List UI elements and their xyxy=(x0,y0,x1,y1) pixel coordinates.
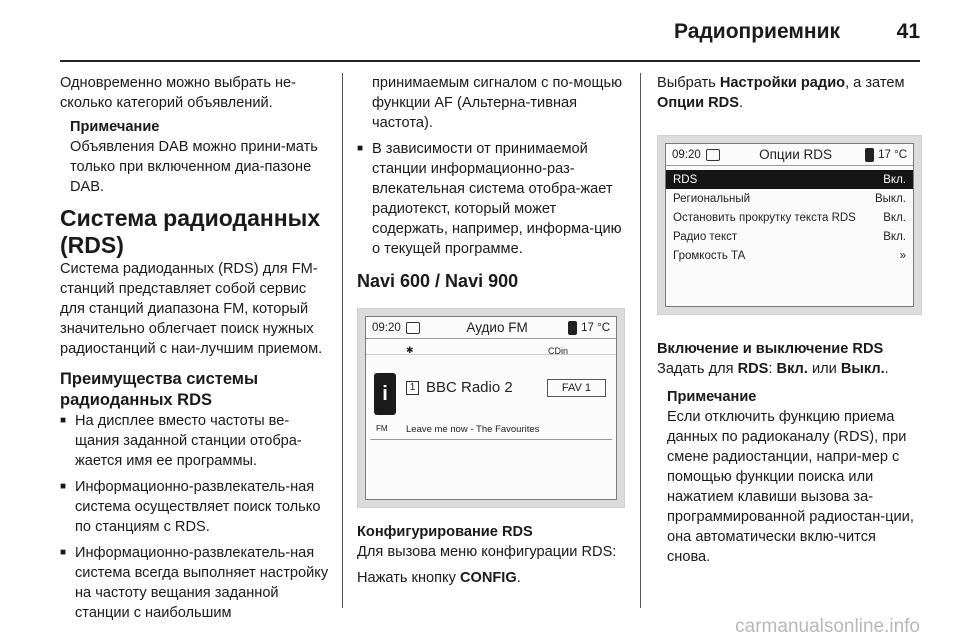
temperature: 17 °C xyxy=(581,321,610,334)
config-key: CONFIG xyxy=(459,570,517,586)
header-rule xyxy=(60,60,920,62)
set-instruction: Задать для RDS: Вкл. или Выкл.. xyxy=(657,361,889,377)
watermark: carmanualsonline.info xyxy=(735,616,920,637)
phone-icon xyxy=(865,148,874,162)
note-text: Объявления DAB можно прини-мать только при включенном диа-пазоне DAB. xyxy=(70,139,318,195)
nav-icon xyxy=(706,149,720,161)
source-label: CDin xyxy=(547,346,568,356)
list-item: ■ Информационно-развлекатель-ная система всегда выполняет настройку на частоту вещания заданной станции с наибольшим xyxy=(60,543,330,623)
page-title: Радиоприемник xyxy=(674,20,840,43)
rds-options-list xyxy=(666,166,913,265)
column-divider xyxy=(342,73,343,608)
list-item[interactable]: Региональный Выкл. xyxy=(673,192,906,205)
note xyxy=(70,117,330,197)
clock: 09:20 xyxy=(372,321,401,334)
rds-list xyxy=(357,139,625,259)
station-name: BBC Radio 2 xyxy=(426,379,513,396)
preset-number: 1 xyxy=(406,381,419,395)
temperature: 17 °C xyxy=(878,148,907,161)
audio-fm-screen xyxy=(357,308,625,508)
clock: 09:20 xyxy=(672,148,701,161)
subsection-title: Преимущества системы радиоданных RDS xyxy=(60,370,259,409)
rds-options-screen xyxy=(657,135,922,315)
info-icon: i xyxy=(374,373,396,415)
list-item[interactable]: Громкость ТА » xyxy=(666,246,913,265)
list-item[interactable]: Остановить прокрутку текста RDS Вкл. xyxy=(673,211,906,224)
config-title: Конфигурирование RDS xyxy=(357,524,533,540)
list-item: ■ Информационно-развлекатель-ная система осуществляет поиск только по станциям с RDS. xyxy=(60,477,330,537)
choose-instruction: Выбрать Настройки радио, а затем Опции RDS. xyxy=(657,75,905,111)
press-instruction: Нажать кнопку CONFIG. xyxy=(357,570,521,586)
page-number: 41 xyxy=(896,20,920,43)
config-text: Для вызова меню конфигурации RDS: xyxy=(357,544,617,560)
phone-icon xyxy=(568,321,577,335)
chevron-right-icon: » xyxy=(899,249,906,262)
list-item[interactable]: Радио текст Вкл. xyxy=(673,230,906,243)
section-title-navi: Navi 600 / Navi 900 xyxy=(357,271,519,291)
column-2 xyxy=(357,73,625,588)
rds-description: Система радиоданных (RDS) для FM-станций представляет собой сервис для станций диапазона FM, который значительно облегчает поиск нужных радиостанций с наи-лучшим приемом. xyxy=(60,261,323,357)
page-header xyxy=(60,14,920,54)
screen-title: Опции RDS xyxy=(759,146,832,162)
column-1 xyxy=(60,73,330,629)
favourites-badge: FAV 1 xyxy=(547,379,606,397)
radio-text: Leave me now - The Favourites xyxy=(406,424,540,435)
note-title: Примечание xyxy=(70,119,160,135)
bluetooth-icon: ✱ xyxy=(406,345,414,355)
note xyxy=(667,387,922,567)
onoff-title: Включение и выключение RDS xyxy=(657,341,884,357)
list-item: ■ В зависимости от принимаемой станции информационно-раз-влекательная система отобра-жает радиотекст, который может содержать, например, информа-цию о текущей программе. xyxy=(357,139,625,259)
note-text: Если отключить функцию приема данных по радиоканалу (RDS), при смене радиостанции, напри-мер с помощью функции поиска или нажатием клавиши вызова за-программированной радиостан-ции, она автоматически вклю-чится снова. xyxy=(667,409,914,565)
continued-text: принимаемым сигналом с по-мощью функции AF (Альтерна-тивная частота). xyxy=(372,75,623,131)
list-item[interactable]: RDS Вкл. xyxy=(666,170,913,189)
list-item: ■ На дисплее вместо частоты ве-щания заданной станции отобра-жается имя ее программы. xyxy=(60,411,330,471)
band-label: FM xyxy=(376,424,388,433)
nav-icon xyxy=(406,322,420,334)
intro-text: Одновременно можно выбрать не-сколько категорий объявлений. xyxy=(60,75,297,111)
section-title-rds: Система радиоданных (RDS) xyxy=(60,205,321,258)
column-3 xyxy=(657,73,922,567)
note-title: Примечание xyxy=(667,389,757,405)
screen-title: Аудио FM xyxy=(466,319,528,335)
column-divider xyxy=(640,73,641,608)
advantages-list xyxy=(60,411,330,623)
